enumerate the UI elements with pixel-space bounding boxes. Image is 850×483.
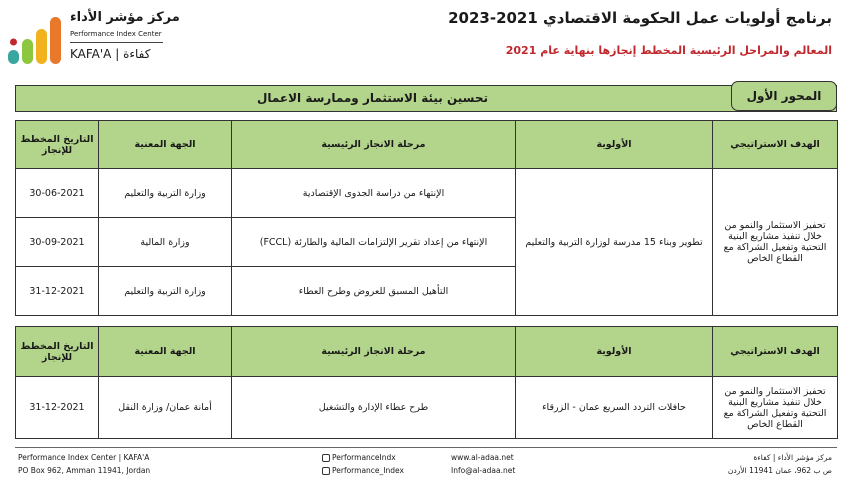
instagram-link[interactable] [322,453,396,462]
date-cell: 31-12-2021 [16,267,99,316]
page-subtitle: المعالم والمراحل الرئيسية المخطط إنجازها بنهاية عام 2021 [505,44,832,57]
header-entity: الجهة المعنية [99,121,232,169]
stage-cell: التأهيل المسبق للعروض وطرح العطاء [232,267,516,316]
twitter-handle: Performance_Index [332,466,404,475]
date-cell: 30-06-2021 [16,169,99,218]
date-cell: 30-09-2021 [16,218,99,267]
stage-cell: الإنتهاء من دراسة الجدوى الإقتصادية [232,169,516,218]
logo-kafaa: KAFA'A | كفاءة [70,47,151,61]
entity-cell: وزارة التربية والتعليم [99,169,232,218]
email-link[interactable]: Info@al-adaa.net [451,466,516,475]
header-date: التاريخ المخطط للإنجاز [16,121,99,169]
logo-arabic-name: مركز مؤشر الأداء [70,10,180,25]
footer-divider [15,447,837,448]
header-stage: مرحلة الانجاز الرئيسية [232,327,516,377]
header-goal: الهدف الاستراتيجي [713,121,838,169]
date-cell: 31-12-2021 [16,377,99,439]
priority-cell: حافلات التردد السريع عمان - الزرقاء [516,377,713,439]
instagram-handle: PerformanceIndx [332,453,396,462]
axis-title: تحسين بيئة الاستثمار وممارسة الاعمال [256,91,489,105]
footer-ar-line1: مركز مؤشر الأداء | كفاءة [753,453,832,462]
twitter-link[interactable] [322,466,404,475]
header-stage: مرحلة الانجاز الرئيسية [232,121,516,169]
instagram-icon [322,454,330,462]
header-priority: الأولوية [516,327,713,377]
logo-mark-icon [4,12,66,70]
stage-cell: طرح عطاء الإدارة والتشغيل [232,377,516,439]
entity-cell: وزارة المالية [99,218,232,267]
footer-en-line2: PO Box 962, Amman 11941, Jordan [18,466,151,475]
footer-en-line1: Performance Index Center | KAFA'A [18,453,150,462]
table-header-row [16,121,838,169]
header-date: التاريخ المخطط للإنجاز [16,327,99,377]
stage-cell: الإنتهاء من إعداد تقرير الإلتزامات المالية والطارئة (FCCL) [232,218,516,267]
entity-cell: أمانة عمان/ وزارة النقل [99,377,232,439]
header-goal: الهدف الاستراتيجي [713,327,838,377]
axis-tag: المحور الأول [731,81,837,111]
milestones-table-1 [15,120,838,316]
milestones-table-2 [15,326,838,439]
goal-cell: تحفيز الاستثمار والنمو من خلال تنفيذ مشاريع البنية التحتية وتفعيل الشراكة مع القطاع الخاص [713,377,838,439]
twitter-icon [322,467,330,475]
priority-cell: تطوير وبناء 15 مدرسة لوزارة التربية والتعليم [516,169,713,316]
table-row [16,169,838,218]
page-title: برنامج أولويات عمل الحكومة الاقتصادي 2021-2023 [448,9,832,27]
logo-english-name: Performance Index Center [70,30,162,38]
table-row [16,377,838,439]
table-header-row [16,327,838,377]
website-link[interactable]: www.al-adaa.net [451,453,514,462]
header-priority: الأولوية [516,121,713,169]
goal-cell: تحفيز الاستثمار والنمو من خلال تنفيذ مشاريع البنية التحتية وتفعيل الشراكة مع القطاع الخاص [713,169,838,316]
logo-divider [70,42,163,43]
entity-cell: وزارة التربية والتعليم [99,267,232,316]
footer-ar-line2: ص ب 962، عمان 11941 الأردن [727,466,832,475]
header-entity: الجهة المعنية [99,327,232,377]
